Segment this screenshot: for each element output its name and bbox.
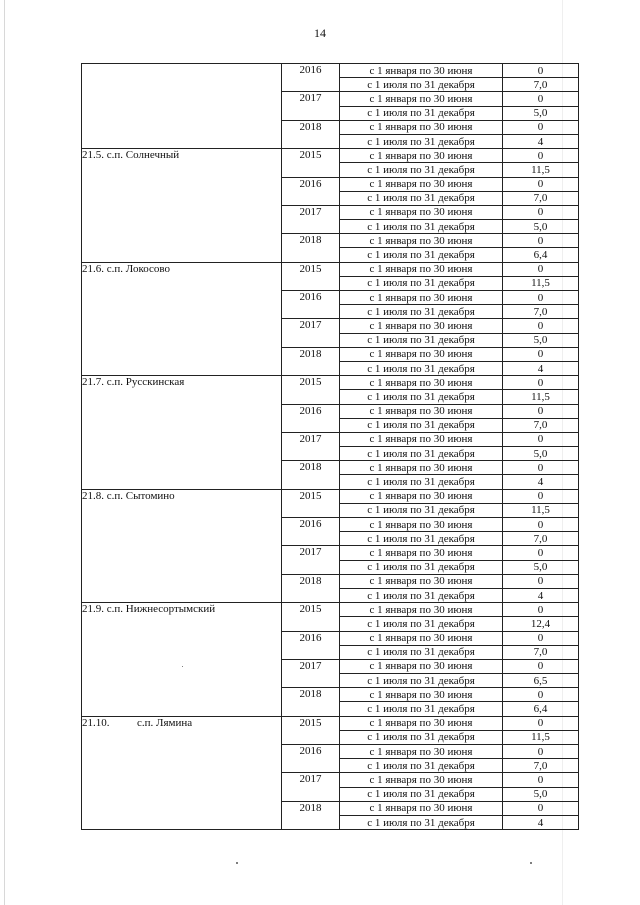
period-first-half: с 1 января по 30 июня: [340, 347, 503, 361]
value-cell: 0: [503, 64, 579, 78]
value-cell: 5,0: [503, 333, 579, 347]
value-cell: 0: [503, 688, 579, 702]
value-cell: 4: [503, 588, 579, 602]
year-cell: 2016: [282, 291, 340, 319]
period-first-half: с 1 января по 30 июня: [340, 745, 503, 759]
period-first-half: с 1 января по 30 июня: [340, 801, 503, 815]
settlement-name: 21.10. с.п. Лямина: [82, 716, 282, 830]
value-cell: 0: [503, 574, 579, 588]
value-cell: 0: [503, 177, 579, 191]
value-cell: 7,0: [503, 645, 579, 659]
value-cell: 4: [503, 815, 579, 829]
settlement-name: [82, 64, 282, 149]
period-first-half: с 1 января по 30 июня: [340, 716, 503, 730]
value-cell: 12,4: [503, 617, 579, 631]
value-cell: 5,0: [503, 106, 579, 120]
value-cell: 0: [503, 291, 579, 305]
period-first-half: с 1 января по 30 июня: [340, 64, 503, 78]
year-cell: 2015: [282, 489, 340, 517]
period-second-half: с 1 июля по 31 декабря: [340, 475, 503, 489]
value-cell: 7,0: [503, 78, 579, 92]
period-first-half: с 1 января по 30 июня: [340, 404, 503, 418]
year-cell: 2017: [282, 319, 340, 347]
value-cell: 11,5: [503, 730, 579, 744]
settlement-name: 21.9. с.п. Нижнесортымский: [82, 603, 282, 717]
year-cell: 2016: [282, 64, 340, 92]
scan-speck: [182, 666, 183, 667]
year-cell: 2016: [282, 631, 340, 659]
settlement-name: 21.7. с.п. Русскинская: [82, 376, 282, 490]
value-cell: 0: [503, 262, 579, 276]
value-cell: 0: [503, 120, 579, 134]
period-second-half: с 1 июля по 31 декабря: [340, 645, 503, 659]
settlement-name: 21.8. с.п. Сытомино: [82, 489, 282, 603]
scan-speck: [236, 862, 238, 864]
year-cell: 2018: [282, 120, 340, 148]
period-first-half: с 1 января по 30 июня: [340, 177, 503, 191]
period-first-half: с 1 января по 30 июня: [340, 319, 503, 333]
value-cell: 11,5: [503, 503, 579, 517]
value-cell: 0: [503, 716, 579, 730]
period-second-half: с 1 июля по 31 декабря: [340, 361, 503, 375]
period-second-half: с 1 июля по 31 декабря: [340, 163, 503, 177]
year-cell: 2017: [282, 92, 340, 120]
value-cell: 5,0: [503, 560, 579, 574]
value-cell: 6,4: [503, 248, 579, 262]
value-cell: 0: [503, 205, 579, 219]
period-second-half: с 1 июля по 31 декабря: [340, 759, 503, 773]
year-cell: 2017: [282, 659, 340, 687]
period-second-half: с 1 июля по 31 декабря: [340, 276, 503, 290]
value-cell: 5,0: [503, 447, 579, 461]
value-cell: 7,0: [503, 191, 579, 205]
period-first-half: с 1 января по 30 июня: [340, 574, 503, 588]
table-row: [82, 489, 579, 503]
value-cell: 0: [503, 234, 579, 248]
value-cell: 0: [503, 659, 579, 673]
period-second-half: с 1 июля по 31 декабря: [340, 617, 503, 631]
period-second-half: с 1 июля по 31 декабря: [340, 532, 503, 546]
year-cell: 2016: [282, 745, 340, 773]
period-first-half: с 1 января по 30 июня: [340, 291, 503, 305]
year-cell: 2017: [282, 432, 340, 460]
value-cell: 5,0: [503, 787, 579, 801]
period-first-half: с 1 января по 30 июня: [340, 461, 503, 475]
period-first-half: с 1 января по 30 июня: [340, 603, 503, 617]
year-cell: 2018: [282, 574, 340, 602]
period-second-half: с 1 июля по 31 декабря: [340, 191, 503, 205]
year-cell: 2016: [282, 177, 340, 205]
period-second-half: с 1 июля по 31 декабря: [340, 730, 503, 744]
period-first-half: с 1 января по 30 июня: [340, 631, 503, 645]
period-first-half: с 1 января по 30 июня: [340, 262, 503, 276]
value-cell: 7,0: [503, 759, 579, 773]
value-cell: 6,4: [503, 702, 579, 716]
period-first-half: с 1 января по 30 июня: [340, 659, 503, 673]
year-cell: 2018: [282, 347, 340, 375]
year-cell: 2015: [282, 603, 340, 631]
period-first-half: с 1 января по 30 июня: [340, 518, 503, 532]
year-cell: 2016: [282, 404, 340, 432]
value-cell: 6,5: [503, 674, 579, 688]
period-second-half: с 1 июля по 31 декабря: [340, 503, 503, 517]
scan-speck: [530, 862, 532, 864]
period-second-half: с 1 июля по 31 декабря: [340, 134, 503, 148]
value-cell: 7,0: [503, 418, 579, 432]
year-cell: 2017: [282, 205, 340, 233]
year-cell: 2018: [282, 234, 340, 262]
period-second-half: с 1 июля по 31 декабря: [340, 305, 503, 319]
value-cell: 0: [503, 745, 579, 759]
settlement-name: 21.5. с.п. Солнечный: [82, 149, 282, 263]
period-second-half: с 1 июля по 31 декабря: [340, 815, 503, 829]
value-cell: 0: [503, 376, 579, 390]
period-second-half: с 1 июля по 31 декабря: [340, 418, 503, 432]
value-cell: 7,0: [503, 532, 579, 546]
value-cell: 0: [503, 631, 579, 645]
settlement-name: 21.6. с.п. Локосово: [82, 262, 282, 376]
period-first-half: с 1 января по 30 июня: [340, 489, 503, 503]
year-cell: 2015: [282, 376, 340, 404]
period-second-half: с 1 июля по 31 декабря: [340, 390, 503, 404]
period-second-half: с 1 июля по 31 декабря: [340, 447, 503, 461]
period-first-half: с 1 января по 30 июня: [340, 234, 503, 248]
value-cell: 0: [503, 518, 579, 532]
value-cell: 0: [503, 92, 579, 106]
value-cell: 0: [503, 801, 579, 815]
value-cell: 4: [503, 134, 579, 148]
value-cell: 0: [503, 603, 579, 617]
period-second-half: с 1 июля по 31 декабря: [340, 702, 503, 716]
value-cell: 5,0: [503, 220, 579, 234]
value-cell: 0: [503, 319, 579, 333]
year-cell: 2016: [282, 518, 340, 546]
year-cell: 2018: [282, 801, 340, 829]
period-first-half: с 1 января по 30 июня: [340, 546, 503, 560]
value-cell: 11,5: [503, 163, 579, 177]
page-number: 14: [314, 26, 326, 40]
period-first-half: с 1 января по 30 июня: [340, 773, 503, 787]
value-cell: 11,5: [503, 276, 579, 290]
table-row: [82, 64, 579, 78]
scan-edge-line: [4, 0, 5, 905]
period-second-half: с 1 июля по 31 декабря: [340, 106, 503, 120]
period-first-half: с 1 января по 30 июня: [340, 376, 503, 390]
period-first-half: с 1 января по 30 июня: [340, 92, 503, 106]
period-second-half: с 1 июля по 31 декабря: [340, 560, 503, 574]
year-cell: 2017: [282, 773, 340, 801]
table-row: [82, 262, 579, 276]
period-second-half: с 1 июля по 31 декабря: [340, 588, 503, 602]
value-cell: 0: [503, 404, 579, 418]
period-second-half: с 1 июля по 31 декабря: [340, 78, 503, 92]
period-second-half: с 1 июля по 31 декабря: [340, 333, 503, 347]
value-cell: 4: [503, 475, 579, 489]
period-second-half: с 1 июля по 31 декабря: [340, 674, 503, 688]
table-row: [82, 716, 579, 730]
value-cell: 0: [503, 461, 579, 475]
value-cell: 11,5: [503, 390, 579, 404]
table-row: [82, 149, 579, 163]
tariff-schedule-table: [81, 63, 579, 830]
value-cell: 0: [503, 432, 579, 446]
period-first-half: с 1 января по 30 июня: [340, 432, 503, 446]
period-second-half: с 1 июля по 31 декабря: [340, 787, 503, 801]
period-second-half: с 1 июля по 31 декабря: [340, 248, 503, 262]
year-cell: 2018: [282, 688, 340, 716]
period-first-half: с 1 января по 30 июня: [340, 205, 503, 219]
year-cell: 2015: [282, 149, 340, 177]
period-first-half: с 1 января по 30 июня: [340, 120, 503, 134]
table-row: [82, 603, 579, 617]
value-cell: 0: [503, 773, 579, 787]
year-cell: 2018: [282, 461, 340, 489]
table-row: [82, 376, 579, 390]
value-cell: 0: [503, 546, 579, 560]
table-body: [82, 64, 579, 830]
value-cell: 7,0: [503, 305, 579, 319]
value-cell: 0: [503, 149, 579, 163]
year-cell: 2015: [282, 716, 340, 744]
value-cell: 0: [503, 347, 579, 361]
year-cell: 2015: [282, 262, 340, 290]
period-first-half: с 1 января по 30 июня: [340, 688, 503, 702]
period-second-half: с 1 июля по 31 декабря: [340, 220, 503, 234]
value-cell: 0: [503, 489, 579, 503]
year-cell: 2017: [282, 546, 340, 574]
period-first-half: с 1 января по 30 июня: [340, 149, 503, 163]
value-cell: 4: [503, 361, 579, 375]
